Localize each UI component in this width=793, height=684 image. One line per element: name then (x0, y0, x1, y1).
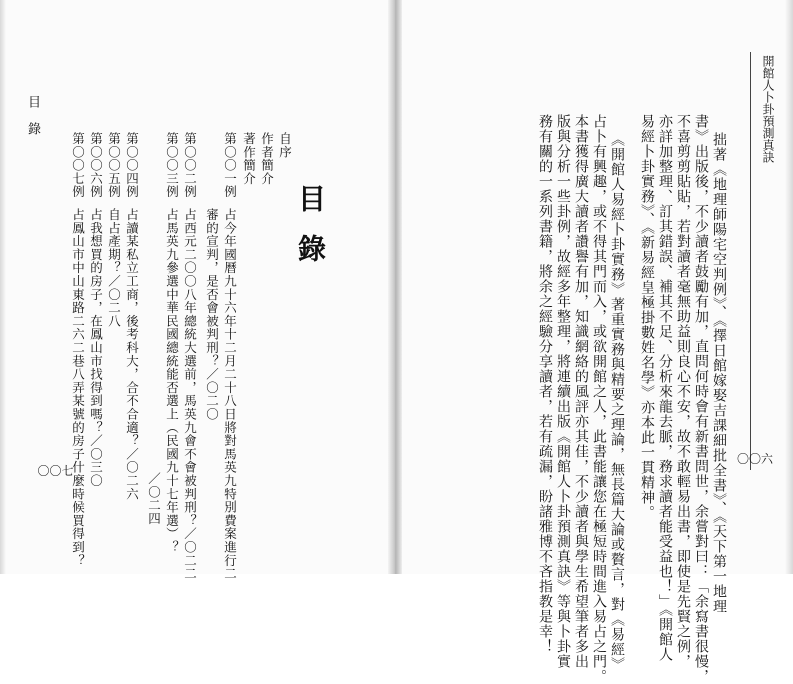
running-head-left: 目錄 (25, 95, 40, 149)
toc-prelim-preface: 自序 (277, 132, 293, 159)
running-head-rule (750, 52, 751, 470)
running-head-right: 開館人卜卦預測真訣 (761, 55, 775, 163)
preface-line-2: 書》出版後，不少讀者鼓勵有加，直問何時會有新書問世，余嘗對曰：「余寫書很慢， (693, 114, 709, 684)
preface-line-5: 易經卜卦實務》、《新易經皇極掛數姓名學》亦本此一貫精神。 (639, 114, 655, 520)
scan-edge-right (785, 0, 793, 574)
toc-entry-line: 占馬英九參選中華民國總統能否選上（民國九十七年選）？ (164, 208, 180, 554)
toc-entry-label: 第〇〇六例 (88, 132, 104, 199)
preface-line-3: 不喜剪剪貼貼，若對讀者毫無助益則良心不安，故不敢輕易出書，即使是先賢之例， (675, 114, 691, 669)
toc-entry-line: 占讀某私立工商，後考科大，合不合適？／〇二六 (124, 208, 140, 501)
toc-entry-label: 第〇〇一例 (222, 132, 238, 199)
toc-entry-label: 第〇〇四例 (124, 132, 140, 199)
preface-line-1: 拙著《地理師陽宅空判例》、《擇日館嫁娶吉課細批全書》、《天下第一地理 (711, 132, 727, 614)
toc-entry-label: 第〇〇五例 (106, 132, 122, 199)
toc-entry-line: 自占產期？／〇二八 (106, 208, 122, 328)
preface-line-10: 務有關的一系列書籍，將余之經驗分享讀者，若有疏漏，盼諸雅博不吝指教是幸！ (537, 114, 553, 654)
toc-entry-line: 占我想買的房子，在鳳山市找得到嗎？／〇三〇 (88, 208, 104, 488)
book-gutter (388, 0, 402, 574)
scan-edge-left (0, 0, 6, 574)
toc-prelim-author-bio: 作者簡介 (259, 132, 275, 186)
toc-entry-line: 占西元二〇〇八年總統大選前，馬英九會不會被判刑？／〇二二 (182, 208, 198, 581)
page-number-right: 〇〇六 (736, 452, 773, 466)
preface-line-7: 占卜有興趣，或不得其門而入，或欲開館之人，此書能讓您在極短時間進入易占之門。 (591, 114, 607, 684)
page-title: 目錄 (294, 184, 327, 284)
toc-entry-label: 第〇〇七例 (70, 132, 86, 199)
page-number-left: 〇〇七 (37, 464, 74, 478)
toc-entry-line: ／〇二四 (146, 472, 162, 526)
toc-entry-line: 占今年國曆九十六年十二月二十八日將對馬英九特別費案進行二 (222, 208, 238, 581)
preface-line-9: 版與分析一些卦例，故經多年整理，將連續出版《開館人卜卦預測真訣》等與卜卦實 (555, 114, 571, 669)
preface-line-4: 亦詳加整理、訂其錯誤、補其不足、分析來龍去脈，務求讀者能受益也！」《開館人 (657, 114, 673, 662)
toc-entry-label: 第〇〇三例 (164, 132, 180, 199)
toc-entry-line: 審的宣判，是否會被判刑？／〇二〇 (204, 208, 220, 421)
preface-line-6: 《開館人易經卜卦實務》著重實務與精要之理論，無長篇大論或贅言，對《易經》 (609, 132, 625, 672)
toc-prelim-works: 著作簡介 (241, 132, 257, 186)
toc-entry-line: 占鳳山市中山東路二六二巷八弄某號的房子什麼時候買得到？ (70, 208, 86, 568)
toc-entry-label: 第〇〇二例 (182, 132, 198, 199)
preface-line-8: 本書獲得廣大讀者讚譽有加，知識網絡的風評亦其佳，不少讀者與學生希望筆者多出 (573, 114, 589, 669)
